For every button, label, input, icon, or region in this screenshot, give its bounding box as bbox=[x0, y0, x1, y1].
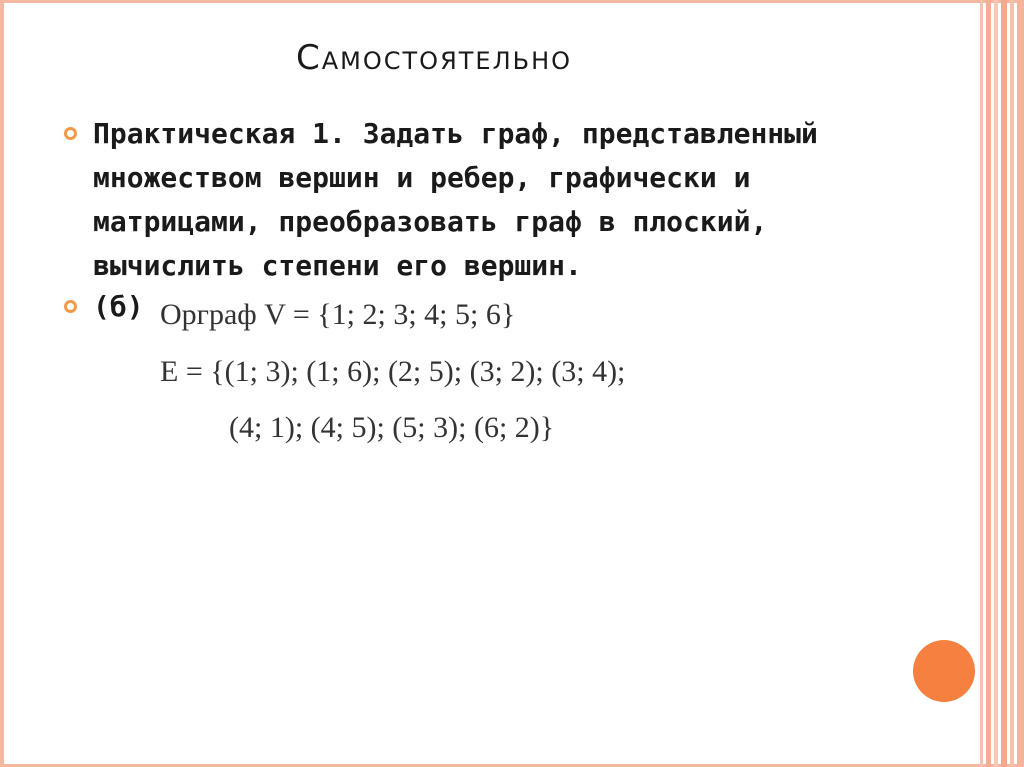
task-line: вычислить степени его вершин. bbox=[93, 249, 582, 282]
task-line: множеством вершин и ребер, графически и bbox=[93, 161, 751, 194]
decorative-circle bbox=[913, 640, 975, 702]
vertex-set: Орграф V = {1; 2; 3; 4; 5; 6} bbox=[160, 298, 516, 331]
frame-left-border bbox=[0, 0, 4, 767]
bullet-circle-icon bbox=[64, 127, 77, 140]
task-line: Практическая 1. Задать граф, представленный bbox=[93, 117, 818, 150]
decor-stripe bbox=[1001, 0, 1007, 767]
decor-stripe bbox=[1010, 0, 1014, 767]
edge-set-line-2: (4; 1); (4; 5); (5; 3); (6; 2)} bbox=[229, 411, 555, 444]
task-line: матрицами, преобразовать граф в плоский, bbox=[93, 205, 768, 238]
decor-stripe bbox=[1017, 0, 1024, 767]
decor-stripe bbox=[994, 0, 998, 767]
frame-top-border bbox=[0, 0, 1024, 3]
task-paragraph bbox=[93, 112, 943, 288]
decor-stripe bbox=[980, 0, 983, 767]
edge-set-line-1: E = {(1; 3); (1; 6); (2; 5); (3; 2); (3; 4); bbox=[160, 355, 626, 388]
slide-title: Самостоятельно bbox=[296, 38, 573, 78]
bullet-circle-icon bbox=[64, 300, 77, 313]
decor-stripe bbox=[986, 0, 991, 767]
variant-label: (б) bbox=[93, 290, 144, 323]
